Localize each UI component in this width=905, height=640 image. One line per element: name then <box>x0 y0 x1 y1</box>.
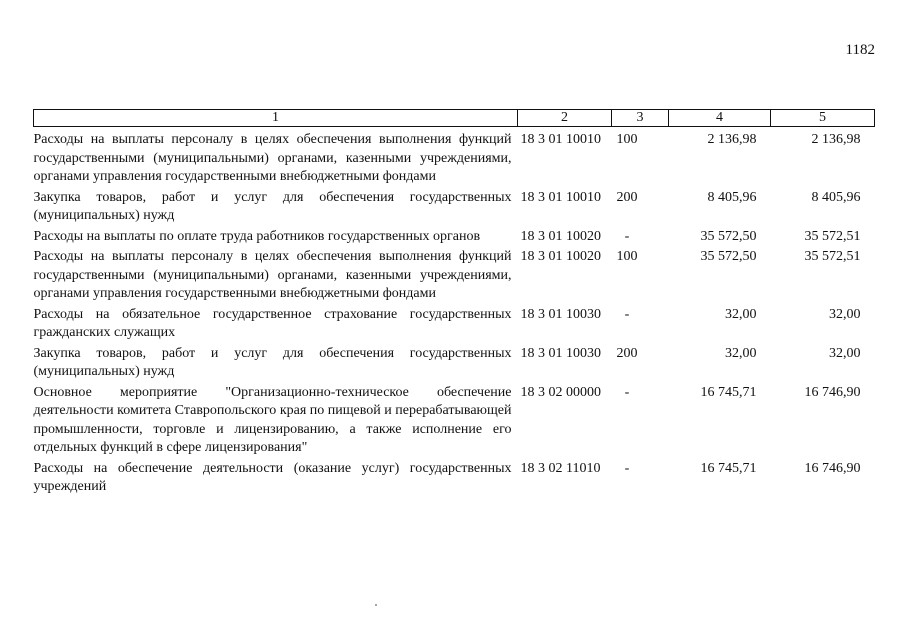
row-amount-2: 35 572,51 <box>804 228 861 244</box>
header-col-4: 4 <box>669 110 771 127</box>
table-row <box>34 228 875 249</box>
row-amount-1: 8 405,96 <box>707 189 757 205</box>
row-type: 100 <box>616 132 638 147</box>
row-type: - <box>624 306 630 322</box>
row-amount-1: 16 745,71 <box>700 384 757 400</box>
row-amount-2: 2 136,98 <box>811 132 861 147</box>
row-code: 18 3 01 10030 <box>520 306 601 322</box>
row-code: 18 3 01 10020 <box>520 228 601 244</box>
row-amount-1: 16 745,71 <box>700 460 757 476</box>
header-col-5: 5 <box>771 110 875 127</box>
row-name: Закупка товаров, работ и услуг для обеспечения государственных (муниципальных) нужд <box>33 345 512 379</box>
row-type: 100 <box>616 249 638 264</box>
row-amount-1: 32,00 <box>725 345 757 361</box>
row-amount-2: 16 746,90 <box>804 384 861 400</box>
table-row <box>34 306 875 345</box>
table-row <box>34 460 875 499</box>
table-row <box>34 384 875 460</box>
row-type: - <box>624 228 630 244</box>
row-code: 18 3 01 10020 <box>520 249 601 264</box>
header-col-2: 2 <box>518 110 612 127</box>
table-row <box>34 127 875 189</box>
row-amount-1: 35 572,50 <box>700 249 757 264</box>
row-amount-1: 35 572,50 <box>700 228 757 244</box>
row-amount-2: 32,00 <box>829 306 861 322</box>
table-row <box>34 345 875 384</box>
row-code: 18 3 01 10010 <box>520 132 601 147</box>
row-code: 18 3 02 11010 <box>520 460 601 476</box>
row-amount-1: 2 136,98 <box>707 132 757 147</box>
row-type: - <box>624 460 630 476</box>
row-name: Расходы на выплаты персоналу в целях обеспечения выполнения функций государственными (муниципальными) органами, казенными учреждениями, органами управления государственными внебюджетными фондами <box>33 132 512 184</box>
row-name: Расходы на обязательное государственное страхование государственных гражданских служащих <box>33 306 512 340</box>
row-name: Основное мероприятие "Организационно-техническое обеспечение деятельности комитета Ставропольского края по пищевой и перерабатывающей промышленности, торговле и лицензированию, а также исполнение его отдельных функций в сфере лицензирования" <box>33 384 512 455</box>
page-number: 1182 <box>845 42 875 58</box>
table-row <box>34 248 875 306</box>
row-type: - <box>624 384 630 400</box>
header-col-1: 1 <box>34 110 518 127</box>
row-type: 200 <box>616 345 638 361</box>
row-amount-1: 32,00 <box>725 306 757 322</box>
table-header <box>34 110 875 127</box>
row-amount-2: 32,00 <box>829 345 861 361</box>
row-type: 200 <box>616 189 638 205</box>
table-row <box>34 189 875 228</box>
table-body <box>34 127 875 499</box>
scan-speck <box>375 604 377 606</box>
row-code: 18 3 01 10010 <box>520 189 601 205</box>
row-amount-2: 8 405,96 <box>811 189 861 205</box>
row-amount-2: 16 746,90 <box>804 460 861 476</box>
row-code: 18 3 02 00000 <box>520 384 601 400</box>
header-row <box>34 110 875 127</box>
row-code: 18 3 01 10030 <box>520 345 601 361</box>
budget-table <box>33 109 875 499</box>
row-name: Расходы на выплаты по оплате труда работников государственных органов <box>33 228 481 244</box>
row-name: Расходы на обеспечение деятельности (оказание услуг) государственных учреждений <box>33 460 512 494</box>
header-col-3: 3 <box>612 110 669 127</box>
row-amount-2: 35 572,51 <box>804 249 861 264</box>
row-name: Расходы на выплаты персоналу в целях обеспечения выполнения функций государственными (муниципальными) органами, казенными учреждениями, органами управления государственными внебюджетными фондами <box>33 249 512 301</box>
row-name: Закупка товаров, работ и услуг для обеспечения государственных (муниципальных) нужд <box>33 189 512 223</box>
